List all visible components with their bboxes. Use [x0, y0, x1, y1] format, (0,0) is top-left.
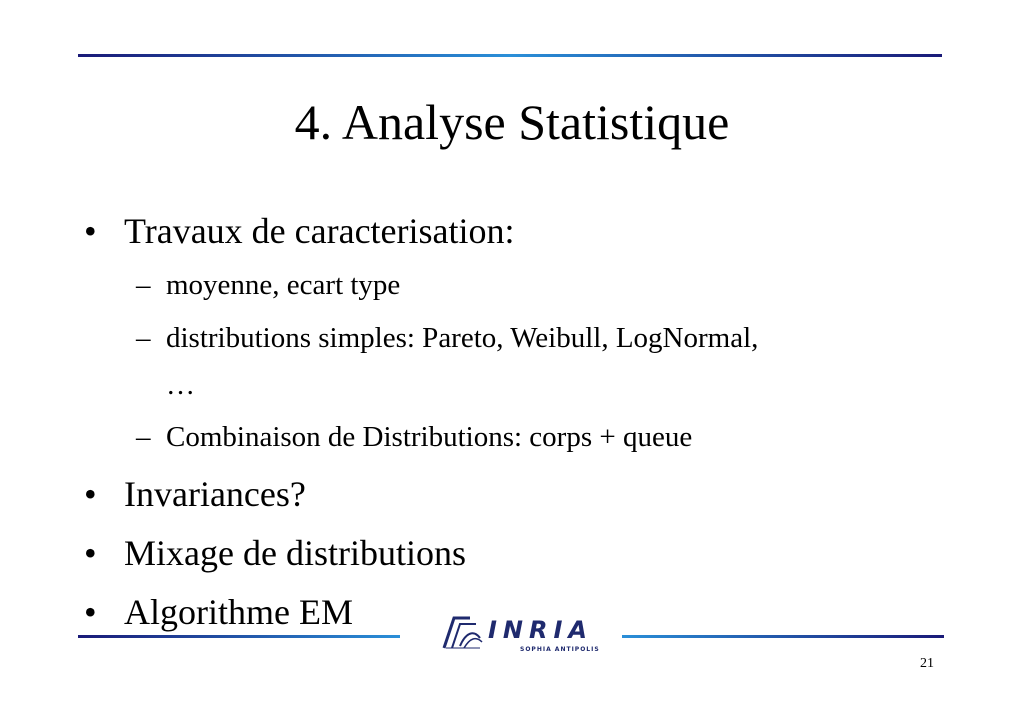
bullet-text: Invariances? — [124, 474, 306, 514]
sub-bullet-continuation-text: … — [166, 369, 195, 401]
sub-bullet-marker: – — [136, 421, 151, 453]
bullet-marker: • — [84, 211, 97, 251]
sub-bullet-text: distributions simples: Pareto, Weibull, LogNormal, — [166, 322, 759, 354]
slide-title: 4. Analyse Statistique — [294, 94, 730, 150]
bottom-divider-left — [78, 635, 400, 638]
bullet-marker: • — [84, 533, 97, 573]
bullet-marker: • — [84, 592, 97, 632]
sub-bullet-marker: – — [136, 269, 151, 301]
sub-bullet-text: moyenne, ecart type — [166, 269, 401, 301]
inria-wordmark: INRIA — [488, 616, 593, 644]
sub-bullet-text: Combinaison de Distributions: corps + queue — [166, 421, 693, 453]
bullet-text: Travaux de caracterisation: — [124, 211, 515, 251]
top-divider — [78, 54, 942, 57]
sub-bullet-marker: – — [136, 322, 151, 354]
inria-subtitle: SOPHIA ANTIPOLIS — [520, 646, 600, 653]
inria-logo — [440, 610, 600, 660]
inria-logo-icon — [440, 612, 484, 652]
bullet-text: Mixage de distributions — [124, 533, 466, 573]
bullet-text: Algorithme EM — [124, 592, 353, 632]
page-number: 21 — [920, 656, 934, 671]
bullet-marker: • — [84, 474, 97, 514]
bottom-divider-right — [622, 635, 944, 638]
